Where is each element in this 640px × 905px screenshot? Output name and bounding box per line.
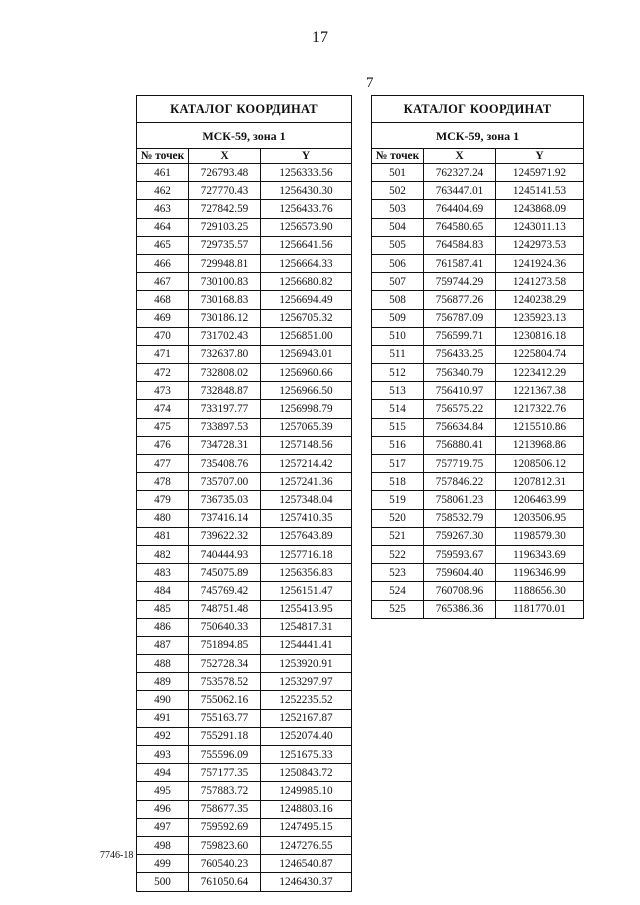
table-row — [137, 364, 352, 382]
cell-y: 1223412.29 — [496, 364, 584, 382]
table-row — [137, 218, 352, 236]
table-row — [137, 273, 352, 291]
cell-point-number: 465 — [137, 236, 189, 254]
cell-x: 757719.75 — [424, 455, 496, 473]
cell-point-number: 499 — [137, 855, 189, 873]
cell-point-number: 463 — [137, 200, 189, 218]
table-row — [137, 345, 352, 363]
table-row — [372, 164, 584, 182]
cell-point-number: 481 — [137, 527, 189, 545]
table-row — [372, 327, 584, 345]
cell-x: 758061.23 — [424, 491, 496, 509]
cell-y: 1196343.69 — [496, 545, 584, 563]
cell-x: 739622.32 — [189, 527, 261, 545]
cell-point-number: 474 — [137, 400, 189, 418]
table-row — [372, 254, 584, 272]
table-row — [372, 236, 584, 254]
cell-x: 760708.96 — [424, 582, 496, 600]
cell-x: 731702.43 — [189, 327, 261, 345]
cell-y: 1246540.87 — [261, 855, 352, 873]
cell-x: 759604.40 — [424, 564, 496, 582]
table-row — [137, 636, 352, 654]
cell-x: 759823.60 — [189, 836, 261, 854]
cell-y: 1252167.87 — [261, 709, 352, 727]
cell-x: 756787.09 — [424, 309, 496, 327]
cell-y: 1256943.01 — [261, 345, 352, 363]
table-row — [137, 800, 352, 818]
cell-y: 1256664.33 — [261, 254, 352, 272]
cell-x: 761587.41 — [424, 254, 496, 272]
table-row — [372, 509, 584, 527]
table-row — [137, 727, 352, 745]
cell-y: 1252235.52 — [261, 691, 352, 709]
cell-point-number: 494 — [137, 764, 189, 782]
cell-y: 1254441.41 — [261, 636, 352, 654]
cell-point-number: 517 — [372, 455, 424, 473]
cell-point-number: 510 — [372, 327, 424, 345]
table-row — [137, 836, 352, 854]
cell-x: 756599.71 — [424, 327, 496, 345]
cell-x: 730186.12 — [189, 309, 261, 327]
cell-point-number: 507 — [372, 273, 424, 291]
cell-x: 730100.83 — [189, 273, 261, 291]
cell-point-number: 472 — [137, 364, 189, 382]
cell-y: 1255413.95 — [261, 600, 352, 618]
table-row — [372, 273, 584, 291]
cell-point-number: 522 — [372, 545, 424, 563]
column-header-x: X — [424, 149, 496, 164]
section-number: 7 — [366, 75, 374, 91]
column-header-point-number: № точек — [372, 149, 424, 164]
cell-x: 752728.34 — [189, 655, 261, 673]
cell-x: 737416.14 — [189, 509, 261, 527]
cell-point-number: 482 — [137, 545, 189, 563]
cell-y: 1213968.86 — [496, 436, 584, 454]
cell-x: 761050.64 — [189, 873, 261, 891]
table-row — [137, 818, 352, 836]
cell-point-number: 464 — [137, 218, 189, 236]
cell-y: 1256680.82 — [261, 273, 352, 291]
cell-point-number: 492 — [137, 727, 189, 745]
cell-point-number: 514 — [372, 400, 424, 418]
cell-x: 745769.42 — [189, 582, 261, 600]
cell-y: 1257716.18 — [261, 545, 352, 563]
cell-x: 759267.30 — [424, 527, 496, 545]
cell-point-number: 516 — [372, 436, 424, 454]
table-row — [372, 400, 584, 418]
cell-y: 1256356.83 — [261, 564, 352, 582]
cell-y: 1254817.31 — [261, 618, 352, 636]
table-row — [137, 436, 352, 454]
cell-y: 1257214.42 — [261, 455, 352, 473]
column-header-y: Y — [496, 149, 584, 164]
cell-x: 735408.76 — [189, 455, 261, 473]
cell-y: 1256960.66 — [261, 364, 352, 382]
cell-x: 759592.69 — [189, 818, 261, 836]
cell-point-number: 504 — [372, 218, 424, 236]
cell-point-number: 515 — [372, 418, 424, 436]
cell-x: 732637.80 — [189, 345, 261, 363]
cell-y: 1253297.97 — [261, 673, 352, 691]
cell-y: 1198579.30 — [496, 527, 584, 545]
table-row — [137, 673, 352, 691]
cell-x: 756634.84 — [424, 418, 496, 436]
cell-point-number: 491 — [137, 709, 189, 727]
cell-point-number: 480 — [137, 509, 189, 527]
cell-y: 1250843.72 — [261, 764, 352, 782]
table-row — [137, 254, 352, 272]
cell-x: 729103.25 — [189, 218, 261, 236]
cell-y: 1253920.91 — [261, 655, 352, 673]
cell-point-number: 502 — [372, 182, 424, 200]
cell-point-number: 496 — [137, 800, 189, 818]
table-row — [137, 782, 352, 800]
table-row — [137, 400, 352, 418]
column-header-point-number: № точек — [137, 149, 189, 164]
cell-point-number: 483 — [137, 564, 189, 582]
cell-y: 1215510.86 — [496, 418, 584, 436]
cell-x: 734728.31 — [189, 436, 261, 454]
coordinate-catalog-table-right — [371, 95, 584, 619]
table-row — [137, 582, 352, 600]
table-row — [137, 564, 352, 582]
cell-y: 1256966.50 — [261, 382, 352, 400]
cell-x: 735707.00 — [189, 473, 261, 491]
cell-point-number: 477 — [137, 455, 189, 473]
table-row — [372, 564, 584, 582]
table-row — [137, 855, 352, 873]
cell-y: 1225804.74 — [496, 345, 584, 363]
cell-point-number: 505 — [372, 236, 424, 254]
cell-x: 753578.52 — [189, 673, 261, 691]
cell-x: 758532.79 — [424, 509, 496, 527]
table-row — [372, 545, 584, 563]
table-row — [137, 473, 352, 491]
cell-y: 1251675.33 — [261, 746, 352, 764]
cell-point-number: 486 — [137, 618, 189, 636]
cell-y: 1247495.15 — [261, 818, 352, 836]
cell-point-number: 512 — [372, 364, 424, 382]
cell-point-number: 490 — [137, 691, 189, 709]
cell-x: 759744.29 — [424, 273, 496, 291]
document-code: 7746-18 — [100, 850, 134, 861]
cell-y: 1256694.49 — [261, 291, 352, 309]
cell-x: 733197.77 — [189, 400, 261, 418]
cell-x: 730168.83 — [189, 291, 261, 309]
cell-y: 1245971.92 — [496, 164, 584, 182]
cell-y: 1256705.32 — [261, 309, 352, 327]
cell-y: 1247276.55 — [261, 836, 352, 854]
table-subtitle: МСК-59, зона 1 — [137, 123, 352, 149]
cell-y: 1256641.56 — [261, 236, 352, 254]
table-title: КАТАЛОГ КООРДИНАТ — [372, 96, 584, 123]
cell-x: 736735.03 — [189, 491, 261, 509]
cell-x: 756575.22 — [424, 400, 496, 418]
cell-point-number: 509 — [372, 309, 424, 327]
cell-point-number: 488 — [137, 655, 189, 673]
table-row — [137, 764, 352, 782]
cell-x: 756433.25 — [424, 345, 496, 363]
cell-y: 1256573.90 — [261, 218, 352, 236]
table-row — [137, 418, 352, 436]
cell-x: 732848.87 — [189, 382, 261, 400]
table-row — [137, 873, 352, 891]
cell-y: 1243011.13 — [496, 218, 584, 236]
cell-y: 1208506.12 — [496, 455, 584, 473]
table-subtitle: МСК-59, зона 1 — [372, 123, 584, 149]
cell-y: 1235923.13 — [496, 309, 584, 327]
cell-x: 755291.18 — [189, 727, 261, 745]
cell-x: 732808.02 — [189, 364, 261, 382]
cell-x: 758677.35 — [189, 800, 261, 818]
cell-x: 765386.36 — [424, 600, 496, 618]
table-row — [137, 509, 352, 527]
table-row — [137, 491, 352, 509]
table-row — [372, 382, 584, 400]
cell-point-number: 497 — [137, 818, 189, 836]
cell-point-number: 498 — [137, 836, 189, 854]
cell-y: 1221367.38 — [496, 382, 584, 400]
cell-y: 1207812.31 — [496, 473, 584, 491]
cell-point-number: 523 — [372, 564, 424, 582]
cell-y: 1241924.36 — [496, 254, 584, 272]
table-row — [137, 309, 352, 327]
table-row — [372, 182, 584, 200]
table-body — [137, 164, 352, 892]
cell-x: 745075.89 — [189, 564, 261, 582]
cell-point-number: 473 — [137, 382, 189, 400]
cell-point-number: 479 — [137, 491, 189, 509]
table-row — [372, 309, 584, 327]
cell-y: 1256433.76 — [261, 200, 352, 218]
cell-point-number: 521 — [372, 527, 424, 545]
cell-point-number: 470 — [137, 327, 189, 345]
cell-y: 1181770.01 — [496, 600, 584, 618]
cell-point-number: 525 — [372, 600, 424, 618]
cell-x: 750640.33 — [189, 618, 261, 636]
table-row — [137, 455, 352, 473]
cell-y: 1203506.95 — [496, 509, 584, 527]
table-row — [372, 218, 584, 236]
cell-point-number: 487 — [137, 636, 189, 654]
cell-point-number: 520 — [372, 509, 424, 527]
table-row — [137, 691, 352, 709]
cell-point-number: 476 — [137, 436, 189, 454]
cell-x: 726793.48 — [189, 164, 261, 182]
page-number: 17 — [312, 29, 328, 46]
table-row — [372, 455, 584, 473]
cell-x: 757883.72 — [189, 782, 261, 800]
cell-y: 1256333.56 — [261, 164, 352, 182]
cell-x: 763447.01 — [424, 182, 496, 200]
cell-y: 1242973.53 — [496, 236, 584, 254]
cell-point-number: 524 — [372, 582, 424, 600]
cell-y: 1241273.58 — [496, 273, 584, 291]
table-row — [137, 545, 352, 563]
cell-x: 727770.43 — [189, 182, 261, 200]
table-row — [372, 436, 584, 454]
table-row — [372, 600, 584, 618]
table-row — [372, 491, 584, 509]
cell-y: 1257148.56 — [261, 436, 352, 454]
cell-y: 1243868.09 — [496, 200, 584, 218]
cell-x: 764580.65 — [424, 218, 496, 236]
cell-x: 760540.23 — [189, 855, 261, 873]
cell-y: 1188656.30 — [496, 582, 584, 600]
cell-x: 759593.67 — [424, 545, 496, 563]
cell-x: 756877.26 — [424, 291, 496, 309]
table-title: КАТАЛОГ КООРДИНАТ — [137, 96, 352, 123]
table-row — [137, 182, 352, 200]
table-row — [137, 382, 352, 400]
cell-y: 1245141.53 — [496, 182, 584, 200]
table-row — [372, 418, 584, 436]
cell-point-number: 508 — [372, 291, 424, 309]
cell-x: 755163.77 — [189, 709, 261, 727]
cell-x: 757177.35 — [189, 764, 261, 782]
cell-y: 1256851.00 — [261, 327, 352, 345]
cell-x: 733897.53 — [189, 418, 261, 436]
cell-y: 1257643.89 — [261, 527, 352, 545]
cell-point-number: 475 — [137, 418, 189, 436]
cell-point-number: 485 — [137, 600, 189, 618]
cell-y: 1246430.37 — [261, 873, 352, 891]
table-row — [137, 291, 352, 309]
table-row — [372, 473, 584, 491]
table-row — [372, 364, 584, 382]
cell-x: 756880.41 — [424, 436, 496, 454]
cell-y: 1257348.04 — [261, 491, 352, 509]
cell-y: 1256151.47 — [261, 582, 352, 600]
cell-y: 1196346.99 — [496, 564, 584, 582]
cell-point-number: 511 — [372, 345, 424, 363]
cell-y: 1252074.40 — [261, 727, 352, 745]
cell-point-number: 501 — [372, 164, 424, 182]
table-row — [137, 164, 352, 182]
cell-point-number: 461 — [137, 164, 189, 182]
table-body — [372, 164, 584, 619]
table-row — [137, 236, 352, 254]
column-header-x: X — [189, 149, 261, 164]
cell-point-number: 513 — [372, 382, 424, 400]
cell-x: 755596.09 — [189, 746, 261, 764]
cell-y: 1230816.18 — [496, 327, 584, 345]
cell-x: 729948.81 — [189, 254, 261, 272]
table-row — [137, 527, 352, 545]
cell-point-number: 468 — [137, 291, 189, 309]
cell-point-number: 503 — [372, 200, 424, 218]
column-header-y: Y — [261, 149, 352, 164]
table-row — [137, 746, 352, 764]
cell-x: 751894.85 — [189, 636, 261, 654]
cell-x: 756410.97 — [424, 382, 496, 400]
table-row — [372, 582, 584, 600]
cell-y: 1206463.99 — [496, 491, 584, 509]
cell-x: 764404.69 — [424, 200, 496, 218]
cell-y: 1257065.39 — [261, 418, 352, 436]
cell-point-number: 493 — [137, 746, 189, 764]
cell-y: 1240238.29 — [496, 291, 584, 309]
cell-y: 1256998.79 — [261, 400, 352, 418]
cell-y: 1256430.30 — [261, 182, 352, 200]
cell-point-number: 495 — [137, 782, 189, 800]
cell-point-number: 467 — [137, 273, 189, 291]
cell-x: 756340.79 — [424, 364, 496, 382]
cell-point-number: 462 — [137, 182, 189, 200]
cell-point-number: 471 — [137, 345, 189, 363]
cell-point-number: 518 — [372, 473, 424, 491]
cell-x: 729735.57 — [189, 236, 261, 254]
cell-point-number: 469 — [137, 309, 189, 327]
table-row — [137, 200, 352, 218]
cell-point-number: 484 — [137, 582, 189, 600]
cell-point-number: 500 — [137, 873, 189, 891]
cell-x: 740444.93 — [189, 545, 261, 563]
cell-point-number: 519 — [372, 491, 424, 509]
coordinate-catalog-table-left — [136, 95, 352, 892]
table-row — [137, 655, 352, 673]
cell-x: 755062.16 — [189, 691, 261, 709]
cell-y: 1248803.16 — [261, 800, 352, 818]
cell-x: 764584.83 — [424, 236, 496, 254]
table-row — [137, 600, 352, 618]
cell-point-number: 489 — [137, 673, 189, 691]
cell-x: 757846.22 — [424, 473, 496, 491]
cell-point-number: 466 — [137, 254, 189, 272]
cell-x: 762327.24 — [424, 164, 496, 182]
table-row — [372, 345, 584, 363]
cell-y: 1257410.35 — [261, 509, 352, 527]
cell-x: 748751.48 — [189, 600, 261, 618]
table-row — [137, 618, 352, 636]
cell-y: 1257241.36 — [261, 473, 352, 491]
cell-x: 727842.59 — [189, 200, 261, 218]
table-row — [372, 291, 584, 309]
table-row — [372, 527, 584, 545]
table-row — [137, 327, 352, 345]
table-row — [372, 200, 584, 218]
cell-point-number: 478 — [137, 473, 189, 491]
table-row — [137, 709, 352, 727]
cell-y: 1217322.76 — [496, 400, 584, 418]
cell-point-number: 506 — [372, 254, 424, 272]
cell-y: 1249985.10 — [261, 782, 352, 800]
